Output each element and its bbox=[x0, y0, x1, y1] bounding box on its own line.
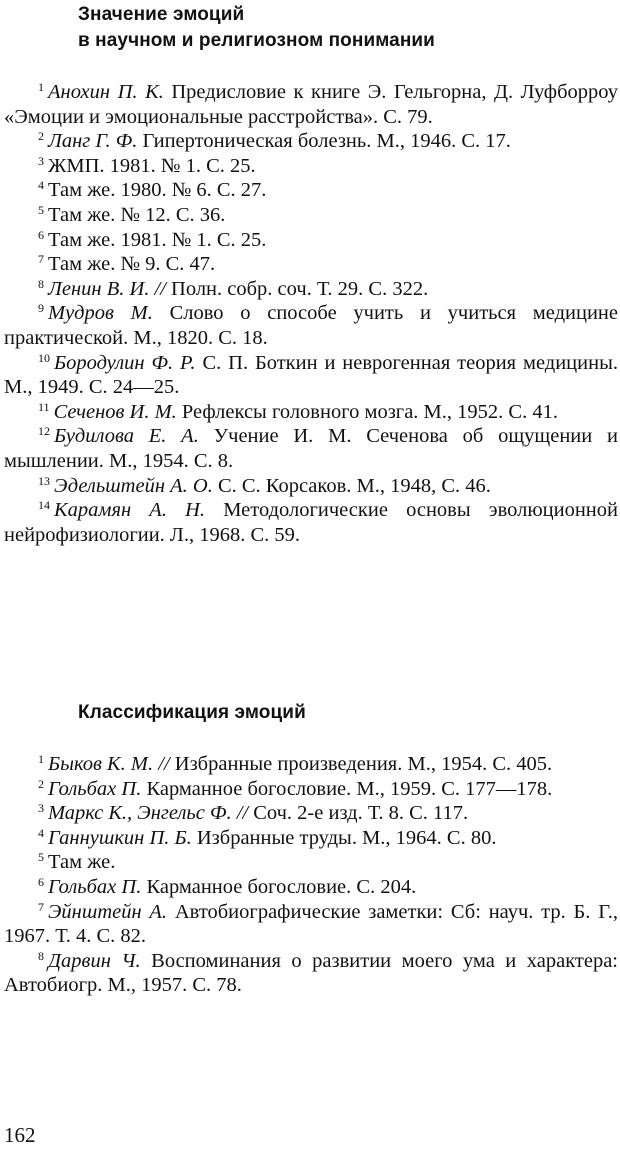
footnote bbox=[4, 498, 618, 547]
footnote-text: Рефлексы головного мозга. М., 1952. С. 41. bbox=[181, 400, 558, 423]
footnote-author: Эйнштейн А. bbox=[48, 900, 168, 923]
footnote bbox=[4, 900, 618, 949]
footnote-text: Карманное богословие. М., 1959. С. 177—178. bbox=[146, 777, 553, 800]
footnote bbox=[4, 875, 618, 900]
footnote-text: Избранные труды. М., 1964. С. 80. bbox=[196, 826, 497, 849]
footnote-text: Соч. 2-е изд. Т. 8. С. 117. bbox=[253, 802, 469, 825]
footnote-number: 5 bbox=[38, 202, 44, 217]
footnote-number: 4 bbox=[38, 178, 44, 193]
footnote-author: Бородулин Ф. Р. bbox=[54, 351, 196, 374]
footnote-author: Гольбах П. bbox=[48, 777, 142, 800]
footnote-number: 3 bbox=[38, 153, 44, 168]
footnote-number: 1 bbox=[38, 752, 44, 766]
footnote-author: Ганнушкин П. Б. bbox=[48, 826, 192, 849]
footnote bbox=[4, 424, 618, 473]
footnote-author: Дарвин Ч. bbox=[48, 949, 141, 972]
footnote-number: 1 bbox=[38, 80, 44, 94]
footnote-number: 7 bbox=[38, 899, 44, 914]
footnote bbox=[4, 301, 618, 350]
footnote bbox=[4, 400, 618, 425]
footnotes-list-2 bbox=[4, 752, 618, 998]
footnote-number: 12 bbox=[38, 424, 50, 439]
footnote bbox=[4, 351, 618, 400]
section-heading-emotions-classification: Классификация эмоций bbox=[78, 702, 306, 723]
section-heading-emotions-meaning bbox=[78, 2, 435, 54]
heading-line-2: в научном и религиозном понимании bbox=[78, 30, 435, 51]
footnote-number: 2 bbox=[38, 129, 44, 144]
footnote-number: 10 bbox=[38, 350, 50, 365]
footnote-number: 11 bbox=[38, 399, 50, 414]
heading-line-1: Значение эмоций bbox=[78, 4, 245, 25]
footnote-number: 13 bbox=[38, 473, 50, 488]
footnote-text: С. С. Корсаков. М., 1948, С. 46. bbox=[217, 474, 491, 497]
footnote-author: Анохин П. К. bbox=[48, 81, 164, 103]
footnote-text: Там же. 1980. № 6. С. 27. bbox=[48, 179, 267, 202]
footnote bbox=[4, 777, 618, 802]
footnote-text: Автобиографические заметки: Сб: науч. тр. Б. Г., 1967. Т. 4. С. 82. bbox=[4, 900, 618, 948]
footnote bbox=[4, 474, 618, 499]
footnote-number: 5 bbox=[38, 850, 44, 865]
footnote-text: Там же. 1981. № 1. С. 25. bbox=[48, 228, 267, 251]
footnote-author: Будилова Е. А. bbox=[54, 425, 199, 448]
footnote bbox=[4, 178, 618, 203]
footnote bbox=[4, 801, 618, 826]
footnote-author: Карамян А. Н. bbox=[54, 499, 206, 522]
footnote-number: 7 bbox=[38, 252, 44, 267]
footnote-number: 6 bbox=[38, 874, 44, 889]
footnote-number: 3 bbox=[38, 801, 44, 816]
footnote bbox=[4, 203, 618, 228]
footnote-text: Избранные произведения. М., 1954. С. 405. bbox=[174, 753, 553, 775]
footnote-author: Мудров М. bbox=[48, 302, 153, 325]
footnote-text: Там же. bbox=[48, 851, 116, 874]
footnote-text: Гипертоническая болезнь. М., 1946. С. 17. bbox=[142, 130, 511, 153]
footnote-number: 9 bbox=[38, 301, 44, 316]
footnote-number: 2 bbox=[38, 776, 44, 791]
footnote-text: Полн. собр. соч. Т. 29. С. 322. bbox=[171, 277, 429, 300]
footnote bbox=[4, 252, 618, 277]
footnote-author: Гольбах П. bbox=[48, 875, 142, 898]
footnote bbox=[4, 850, 618, 875]
footnote-text: Там же. № 9. С. 47. bbox=[48, 253, 216, 276]
footnote-text: С. П. Боткин и неврогенная теория медицины. М., 1949. С. 24—25. bbox=[4, 351, 618, 399]
footnote-author: Ленин В. И. // bbox=[48, 277, 166, 300]
footnote bbox=[4, 129, 618, 154]
footnote-text: Воспоминания о развитии моего ума и характера: Автобиогр. М., 1957. С. 78. bbox=[4, 949, 618, 997]
footnote bbox=[4, 80, 618, 129]
footnote-number: 8 bbox=[38, 948, 44, 963]
page-number: 162 bbox=[4, 1123, 36, 1147]
footnotes-list-1 bbox=[4, 80, 618, 547]
footnote bbox=[4, 826, 618, 851]
footnote-number: 8 bbox=[38, 276, 44, 291]
footnote-text: Карманное богословие. С. 204. bbox=[146, 875, 417, 898]
footnote bbox=[4, 154, 618, 179]
footnote bbox=[4, 752, 618, 777]
footnote bbox=[4, 949, 618, 998]
footnote-text: ЖМП. 1981. № 1. С. 25. bbox=[48, 154, 256, 177]
footnote-text: Предисловие к книге Э. Гельгорна, Д. Луфборроу «Эмоции и эмоциональные расстройства». С. 79. bbox=[4, 81, 618, 128]
footnote-number: 4 bbox=[38, 825, 44, 840]
footnote-text: Учение И. М. Сеченова об ощущении и мышлении. М., 1954. С. 8. bbox=[4, 425, 618, 472]
footnote-text: Слово о способе учить и учиться медицине практической. М., 1820. С. 18. bbox=[4, 302, 618, 349]
footnote-author: Быков К. М. // bbox=[48, 753, 170, 775]
footnote-author: Сеченов И. М. bbox=[53, 400, 177, 423]
footnote-number: 6 bbox=[38, 227, 44, 242]
footnote-author: Ланг Г. Ф. bbox=[48, 130, 138, 153]
footnote-author: Маркс К., Энгельс Ф. // bbox=[48, 802, 249, 825]
footnote-author: Эдельштейн А. О. bbox=[54, 474, 213, 497]
footnote bbox=[4, 277, 618, 302]
footnote-number: 14 bbox=[38, 498, 50, 513]
footnote-text: Там же. № 12. С. 36. bbox=[48, 203, 226, 226]
footnote-text: Методологические основы эволюционной нейрофизиологии. Л., 1968. С. 59. bbox=[4, 499, 618, 546]
footnote bbox=[4, 228, 618, 253]
